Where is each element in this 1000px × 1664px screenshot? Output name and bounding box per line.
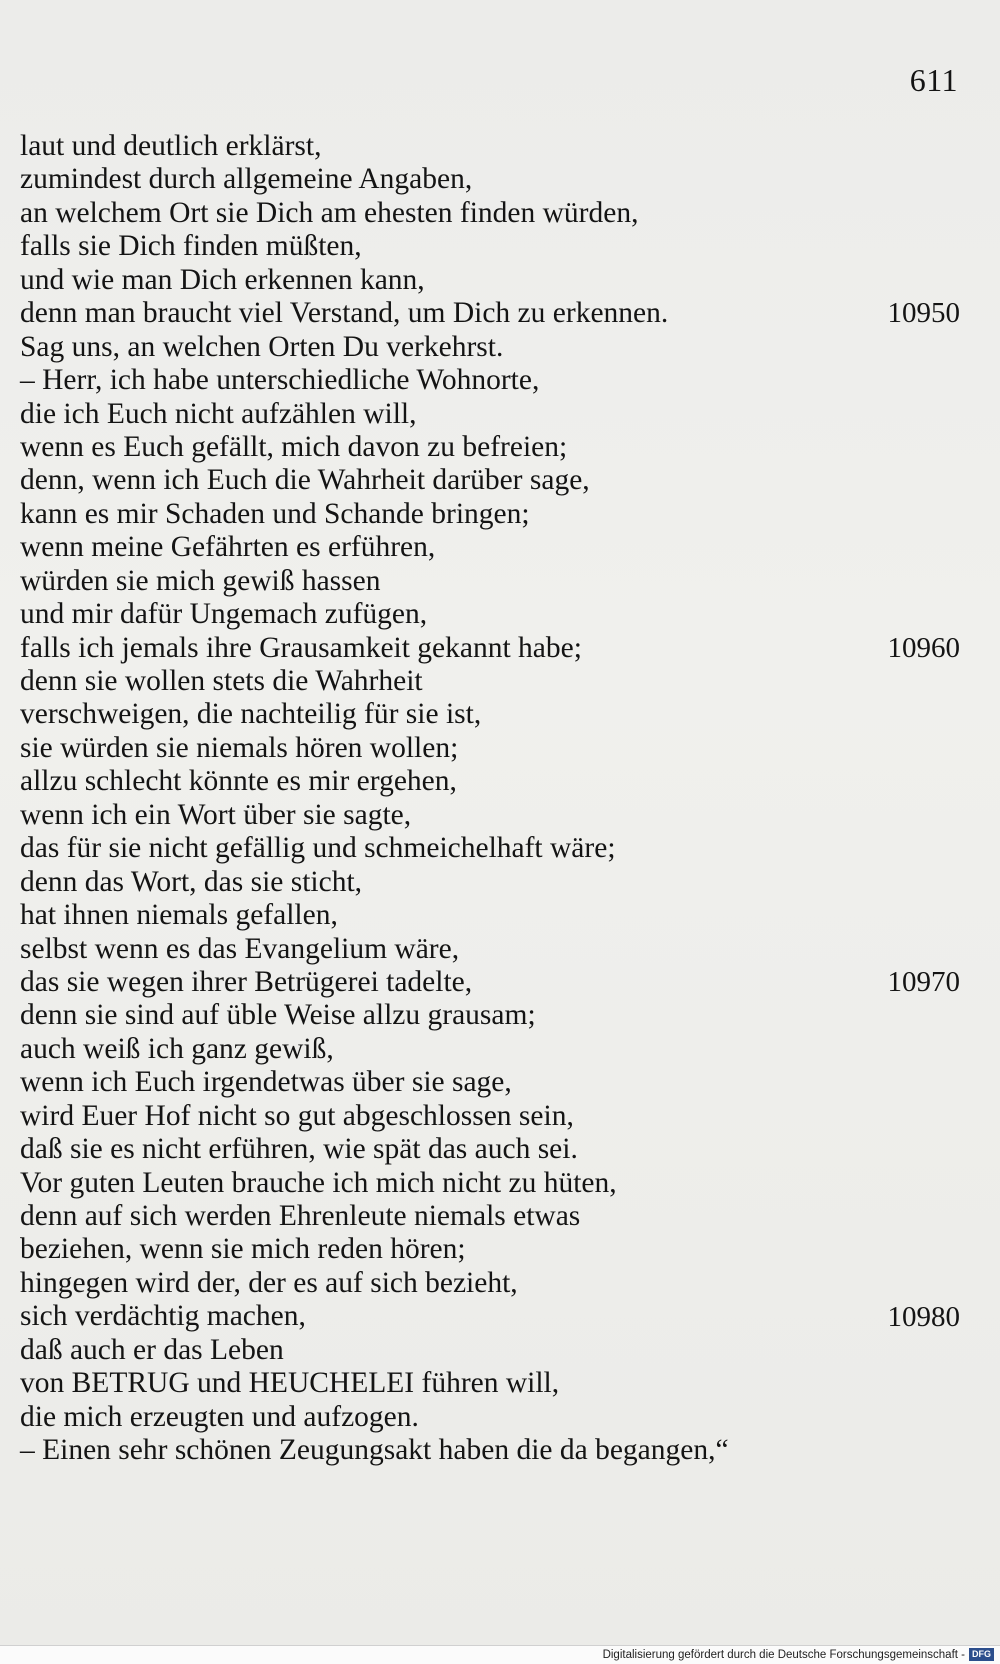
verse-line: denn, wenn ich Euch die Wahrheit darüber sage,: [20, 464, 590, 497]
line-number: 10950: [887, 297, 960, 330]
verse-line: denn auf sich werden Ehrenleute niemals etwas: [20, 1200, 581, 1232]
verse-list: [20, 130, 800, 1468]
verse-line: – Einen sehr schönen Zeugungsakt haben die da begangen,“: [20, 1434, 729, 1467]
verse-line: allzu schlecht könnte es mir ergehen,: [20, 765, 457, 798]
digitization-credit: [0, 1645, 1000, 1664]
verse-line: denn sie sind auf üble Weise allzu grausam;: [20, 999, 536, 1032]
verse-line: und mir dafür Ungemach zufügen,: [20, 598, 428, 631]
verse-line: zumindest durch allgemeine Angaben,: [20, 163, 473, 196]
verse-line: wenn es Euch gefällt, mich davon zu befreien;: [20, 430, 568, 463]
verse-line: das für sie nicht gefällig und schmeichelhaft wäre;: [20, 832, 616, 865]
verse-line: sie würden sie niemals hören wollen;: [20, 731, 459, 764]
verse-line: die ich Euch nicht aufzählen will,: [20, 397, 417, 430]
verse-line: und wie man Dich erkennen kann,: [20, 263, 425, 296]
verse-line: selbst wenn es das Evangelium wäre,: [20, 932, 460, 965]
verse-line: hat ihnen niemals gefallen,: [20, 899, 338, 932]
verse-line: auch weiß ich ganz gewiß,: [20, 1032, 334, 1065]
verse-line: daß auch er das Leben: [20, 1333, 284, 1366]
line-number: 10970: [887, 966, 960, 999]
verse-line: Vor guten Leuten brauche ich mich nicht zu hüten,: [20, 1166, 617, 1199]
verse-line: an welchem Ort sie Dich am ehesten finden würden,: [20, 196, 639, 229]
verse-line: falls sie Dich finden müßten,: [20, 230, 362, 263]
verse-line: laut und deutlich erklärst,: [20, 130, 322, 162]
verse-line: wird Euer Hof nicht so gut abgeschlossen sein,: [20, 1099, 574, 1132]
page-number: 611: [909, 62, 958, 98]
line-number: 10960: [887, 631, 960, 664]
verse-line: die mich erzeugten und aufzogen.: [20, 1400, 419, 1433]
verse-line: denn man braucht viel Verstand, um Dich zu erkennen.: [20, 297, 669, 330]
verse-line: daß sie es nicht erführen, wie spät das auch sei.: [20, 1133, 578, 1166]
verse-line: das sie wegen ihrer Betrügerei tadelte,: [20, 965, 473, 998]
verse-line: kann es mir Schaden und Schande bringen;: [20, 497, 530, 530]
verse-line: denn das Wort, das sie sticht,: [20, 865, 363, 898]
verse-line: – Herr, ich habe unterschiedliche Wohnorte,: [20, 364, 540, 397]
dfg-logo: DFG: [969, 1648, 994, 1661]
verse-line: von BETRUG und HEUCHELEI führen will,: [20, 1367, 560, 1400]
verse-line: wenn ich ein Wort über sie sagte,: [20, 798, 412, 831]
verse-line: falls ich jemals ihre Grausamkeit gekannt habe;: [20, 631, 582, 664]
line-number: 10980: [887, 1300, 960, 1333]
verse-line: sich verdächtig machen,: [20, 1300, 306, 1333]
credit-text: Digitalisierung gefördert durch die Deutsche Forschungsgemeinschaft -: [602, 1649, 965, 1661]
verse-line: denn sie wollen stets die Wahrheit: [20, 665, 423, 697]
verse-line: hingegen wird der, der es auf sich bezieht,: [20, 1266, 518, 1299]
verse-line: wenn meine Gefährten es erführen,: [20, 531, 436, 564]
verse-line: beziehen, wenn sie mich reden hören;: [20, 1233, 466, 1266]
verse-line: würden sie mich gewiß hassen: [20, 564, 381, 597]
verse-line: wenn ich Euch irgendetwas über sie sage,: [20, 1066, 512, 1099]
verse-line: verschweigen, die nachteilig für sie ist,: [20, 698, 482, 731]
verse-line: Sag uns, an welchen Orten Du verkehrst.: [20, 330, 504, 363]
